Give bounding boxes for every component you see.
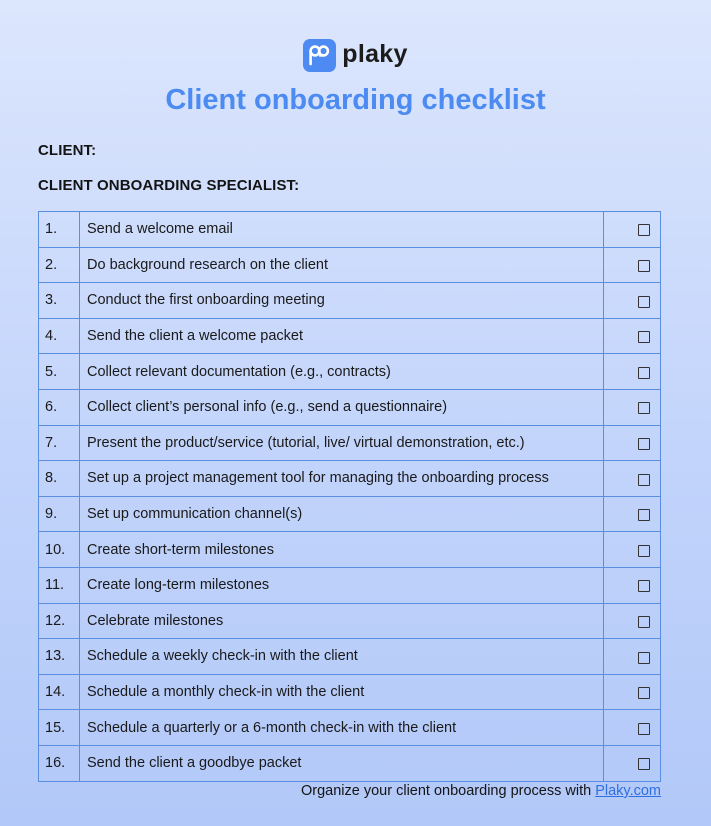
item-checkbox-cell <box>604 212 661 248</box>
item-checkbox-cell <box>604 567 661 603</box>
item-task: Send the client a goodbye packet <box>80 745 604 781</box>
item-number: 2. <box>39 247 80 283</box>
item-checkbox-cell <box>604 389 661 425</box>
item-checkbox-cell <box>604 247 661 283</box>
checklist-row <box>39 212 661 248</box>
item-checkbox[interactable] <box>638 402 650 414</box>
item-number: 3. <box>39 283 80 319</box>
item-checkbox[interactable] <box>638 616 650 628</box>
item-checkbox[interactable] <box>638 580 650 592</box>
item-number: 16. <box>39 745 80 781</box>
item-task: Send a welcome email <box>80 212 604 248</box>
item-number: 6. <box>39 389 80 425</box>
checklist-row <box>39 567 661 603</box>
item-checkbox-cell <box>604 674 661 710</box>
plaky-logo-icon <box>303 39 336 72</box>
item-number: 9. <box>39 496 80 532</box>
item-number: 11. <box>39 567 80 603</box>
checklist-row <box>39 389 661 425</box>
item-checkbox[interactable] <box>638 758 650 770</box>
checklist-row <box>39 674 661 710</box>
item-task: Send the client a welcome packet <box>80 318 604 354</box>
checklist-row <box>39 639 661 675</box>
item-task: Collect relevant documentation (e.g., contracts) <box>80 354 604 390</box>
checklist-row <box>39 603 661 639</box>
item-checkbox-cell <box>604 745 661 781</box>
item-checkbox-cell <box>604 532 661 568</box>
checklist-row <box>39 283 661 319</box>
checklist-row <box>39 354 661 390</box>
item-checkbox[interactable] <box>638 296 650 308</box>
item-number: 15. <box>39 710 80 746</box>
item-number: 4. <box>39 318 80 354</box>
item-task: Schedule a monthly check-in with the client <box>80 674 604 710</box>
checklist-table <box>38 211 661 782</box>
footer <box>301 783 661 799</box>
item-checkbox[interactable] <box>638 687 650 699</box>
item-checkbox[interactable] <box>638 652 650 664</box>
item-checkbox[interactable] <box>638 723 650 735</box>
item-checkbox[interactable] <box>638 438 650 450</box>
item-number: 1. <box>39 212 80 248</box>
checklist-row <box>39 247 661 283</box>
item-number: 14. <box>39 674 80 710</box>
item-task: Schedule a weekly check-in with the client <box>80 639 604 675</box>
item-checkbox-cell <box>604 283 661 319</box>
item-number: 8. <box>39 461 80 497</box>
item-task: Set up communication channel(s) <box>80 496 604 532</box>
item-checkbox[interactable] <box>638 474 650 486</box>
item-number: 5. <box>39 354 80 390</box>
item-number: 7. <box>39 425 80 461</box>
plaky-link[interactable]: Plaky.com <box>595 783 661 799</box>
item-checkbox-cell <box>604 354 661 390</box>
item-checkbox[interactable] <box>638 224 650 236</box>
client-field-label: CLIENT: <box>38 142 97 159</box>
checklist-row <box>39 425 661 461</box>
specialist-field-label: CLIENT ONBOARDING SPECIALIST: <box>38 177 300 194</box>
item-number: 13. <box>39 639 80 675</box>
item-checkbox-cell <box>604 425 661 461</box>
brand-logo <box>0 39 711 72</box>
item-checkbox-cell <box>604 461 661 497</box>
item-number: 12. <box>39 603 80 639</box>
item-task: Create long-term milestones <box>80 567 604 603</box>
item-task: Do background research on the client <box>80 247 604 283</box>
item-checkbox[interactable] <box>638 331 650 343</box>
item-task: Schedule a quarterly or a 6-month check-in with the client <box>80 710 604 746</box>
checklist-row <box>39 710 661 746</box>
item-checkbox-cell <box>604 603 661 639</box>
item-checkbox[interactable] <box>638 545 650 557</box>
checklist-row <box>39 461 661 497</box>
checklist-row <box>39 745 661 781</box>
footer-text: Organize your client onboarding process with <box>301 783 596 799</box>
item-task: Collect client’s personal info (e.g., send a questionnaire) <box>80 389 604 425</box>
item-task: Create short-term milestones <box>80 532 604 568</box>
item-number: 10. <box>39 532 80 568</box>
item-checkbox-cell <box>604 496 661 532</box>
checklist-row <box>39 532 661 568</box>
item-task: Celebrate milestones <box>80 603 604 639</box>
checklist-row <box>39 318 661 354</box>
item-checkbox-cell <box>604 318 661 354</box>
item-task: Set up a project management tool for managing the onboarding process <box>80 461 604 497</box>
item-checkbox-cell <box>604 639 661 675</box>
item-task: Present the product/service (tutorial, live/ virtual demonstration, etc.) <box>80 425 604 461</box>
item-task: Conduct the first onboarding meeting <box>80 283 604 319</box>
page-title: Client onboarding checklist <box>165 84 546 116</box>
brand-name: plaky <box>342 40 408 68</box>
item-checkbox-cell <box>604 710 661 746</box>
item-checkbox[interactable] <box>638 367 650 379</box>
checklist-row <box>39 496 661 532</box>
item-checkbox[interactable] <box>638 509 650 521</box>
item-checkbox[interactable] <box>638 260 650 272</box>
